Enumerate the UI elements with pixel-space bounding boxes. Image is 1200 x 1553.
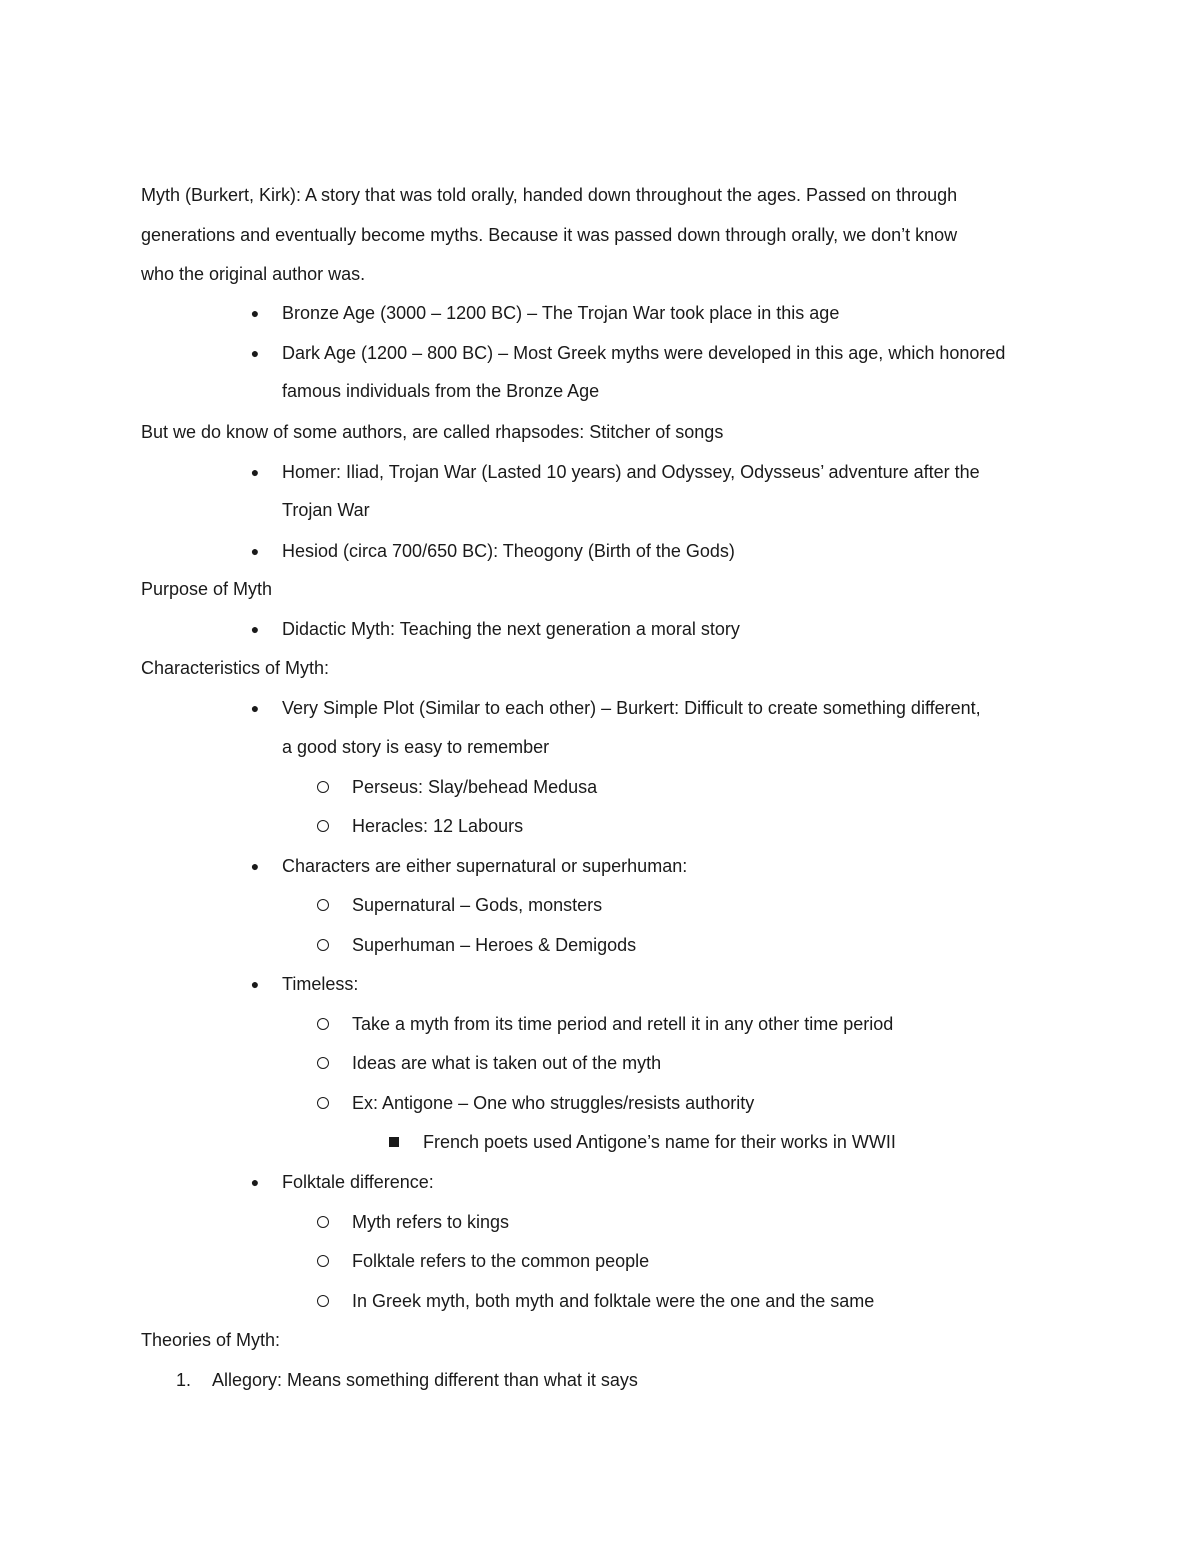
bullet-icon: ● [250, 305, 260, 321]
circle-bullet-icon [317, 939, 329, 951]
circle-bullet-icon [317, 820, 329, 832]
purpose-heading: Purpose of Myth [141, 579, 273, 599]
intro-line-2: generations and eventually become myths. Because it was passed down through orally, we don’t know [141, 225, 958, 245]
sub-item-greek-myth: In Greek myth, both myth and folktale were the one and the same [352, 1291, 875, 1311]
circle-bullet-icon [317, 1216, 329, 1228]
sub-item-perseus: Perseus: Slay/behead Medusa [352, 777, 598, 797]
characteristics-heading: Characteristics of Myth: [141, 658, 330, 678]
sub-item-kings: Myth refers to kings [352, 1212, 510, 1232]
circle-bullet-icon [317, 1097, 329, 1109]
numbered-item-allegory: Allegory: Means something different than what it says [212, 1370, 638, 1390]
bullet-icon: ● [250, 976, 260, 992]
sub-item-heracles: Heracles: 12 Labours [352, 816, 524, 836]
circle-bullet-icon [317, 1255, 329, 1267]
list-item-characters: Characters are either supernatural or superhuman: [282, 856, 688, 876]
list-item-homer-cont: Trojan War [282, 500, 370, 520]
bullet-icon: ● [250, 700, 260, 716]
list-item-timeless: Timeless: [282, 974, 359, 994]
list-item-dark-age-cont: famous individuals from the Bronze Age [282, 381, 600, 401]
list-item-plot-cont: a good story is easy to remember [282, 737, 550, 757]
list-item-didactic: Didactic Myth: Teaching the next generation a moral story [282, 619, 740, 639]
circle-bullet-icon [317, 1018, 329, 1030]
rhapsodes-heading: But we do know of some authors, are called rhapsodes: Stitcher of songs [141, 422, 724, 442]
circle-bullet-icon [317, 899, 329, 911]
sub-item-superhuman: Superhuman – Heroes & Demigods [352, 935, 637, 955]
circle-bullet-icon [317, 781, 329, 793]
sub-item-antigone: Ex: Antigone – One who struggles/resists authority [352, 1093, 755, 1113]
intro-line-1: Myth (Burkert, Kirk): A story that was told orally, handed down throughout the ages. Passed on through [141, 185, 958, 205]
bullet-icon: ● [250, 621, 260, 637]
sub-item-retell: Take a myth from its time period and retell it in any other time period [352, 1014, 894, 1034]
bullet-icon: ● [250, 543, 260, 559]
bullet-icon: ● [250, 345, 260, 361]
theories-heading: Theories of Myth: [141, 1330, 281, 1350]
bullet-icon: ● [250, 1174, 260, 1190]
list-item-plot: Very Simple Plot (Similar to each other) – Burkert: Difficult to create something different, [282, 698, 981, 718]
list-item-homer: Homer: Iliad, Trojan War (Lasted 10 years) and Odyssey, Odysseus’ adventure after the [282, 462, 980, 482]
numbered-item-number: 1. [176, 1370, 192, 1390]
list-item-folktale: Folktale difference: [282, 1172, 434, 1192]
sub-item-supernatural: Supernatural – Gods, monsters [352, 895, 603, 915]
bullet-icon: ● [250, 858, 260, 874]
bullet-icon: ● [250, 464, 260, 480]
list-item-dark-age: Dark Age (1200 – 800 BC) – Most Greek myths were developed in this age, which honored [282, 343, 1006, 363]
sub-item-common-people: Folktale refers to the common people [352, 1251, 650, 1271]
list-item-bronze-age: Bronze Age (3000 – 1200 BC) – The Trojan War took place in this age [282, 303, 840, 323]
intro-line-3: who the original author was. [141, 264, 366, 284]
circle-bullet-icon [317, 1295, 329, 1307]
sub-item-ideas: Ideas are what is taken out of the myth [352, 1053, 662, 1073]
square-bullet-icon [389, 1137, 399, 1147]
sub-sub-item-french-poets: French poets used Antigone’s name for their works in WWII [423, 1132, 896, 1152]
circle-bullet-icon [317, 1057, 329, 1069]
list-item-hesiod: Hesiod (circa 700/650 BC): Theogony (Birth of the Gods) [282, 541, 735, 561]
